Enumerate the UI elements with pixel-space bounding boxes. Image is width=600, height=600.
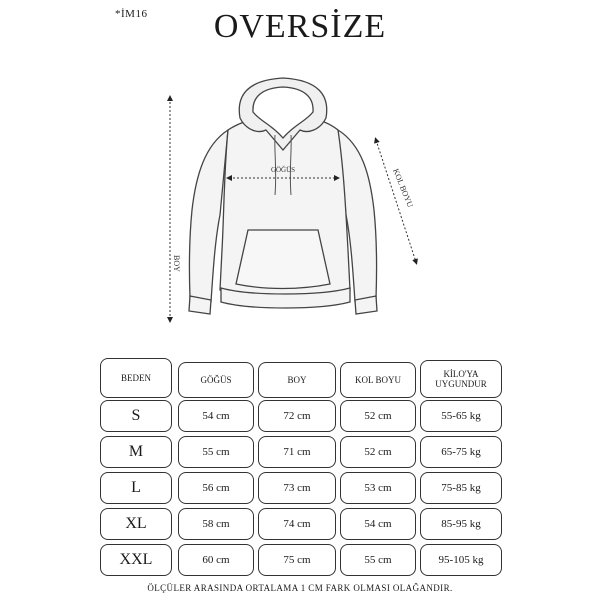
col-header-kilo: KİLO'YA UYGUNDUR <box>420 360 502 398</box>
size-cell: XL <box>100 508 172 540</box>
col-header-gogus: GÖĞÜS <box>178 362 254 398</box>
length-cell: 75 cm <box>258 544 336 576</box>
length-cell: 72 cm <box>258 400 336 432</box>
chest-cell: 55 cm <box>178 436 254 468</box>
sleeve-cell: 55 cm <box>340 544 416 576</box>
sleeve-cell: 54 cm <box>340 508 416 540</box>
page-title: OVERSİZE <box>213 8 387 45</box>
length-cell: 71 cm <box>258 436 336 468</box>
col-header-kol-boyu: KOL BOYU <box>340 362 416 398</box>
size-cell: S <box>100 400 172 432</box>
chest-cell: 54 cm <box>178 400 254 432</box>
sleeve-cell: 53 cm <box>340 472 416 504</box>
size-cell: M <box>100 436 172 468</box>
weight-cell: 65-75 kg <box>420 436 502 468</box>
sleeve-cell: 52 cm <box>340 436 416 468</box>
weight-cell: 75-85 kg <box>420 472 502 504</box>
weight-cell: 55-65 kg <box>420 400 502 432</box>
weight-cell: 95-105 kg <box>420 544 502 576</box>
weight-cell: 85-95 kg <box>420 508 502 540</box>
measurement-note: ÖLÇÜLER ARASINDA ORTALAMA 1 CM FARK OLMASI OLAĞANDIR. <box>147 583 453 593</box>
size-cell: XXL <box>100 544 172 576</box>
sleeve-label: KOL BOYU <box>391 167 415 209</box>
product-code: *İM16 <box>115 8 148 20</box>
sleeve-cell: 52 cm <box>340 400 416 432</box>
size-cell: L <box>100 472 172 504</box>
length-cell: 73 cm <box>258 472 336 504</box>
col-header-beden: BEDEN <box>100 358 172 398</box>
length-cell: 74 cm <box>258 508 336 540</box>
chest-cell: 58 cm <box>178 508 254 540</box>
pocket <box>236 230 330 289</box>
length-label: BOY <box>172 255 181 272</box>
col-header-boy: BOY <box>258 362 336 398</box>
chest-cell: 56 cm <box>178 472 254 504</box>
chest-label: GÖĞÜS <box>270 166 296 174</box>
chest-cell: 60 cm <box>178 544 254 576</box>
